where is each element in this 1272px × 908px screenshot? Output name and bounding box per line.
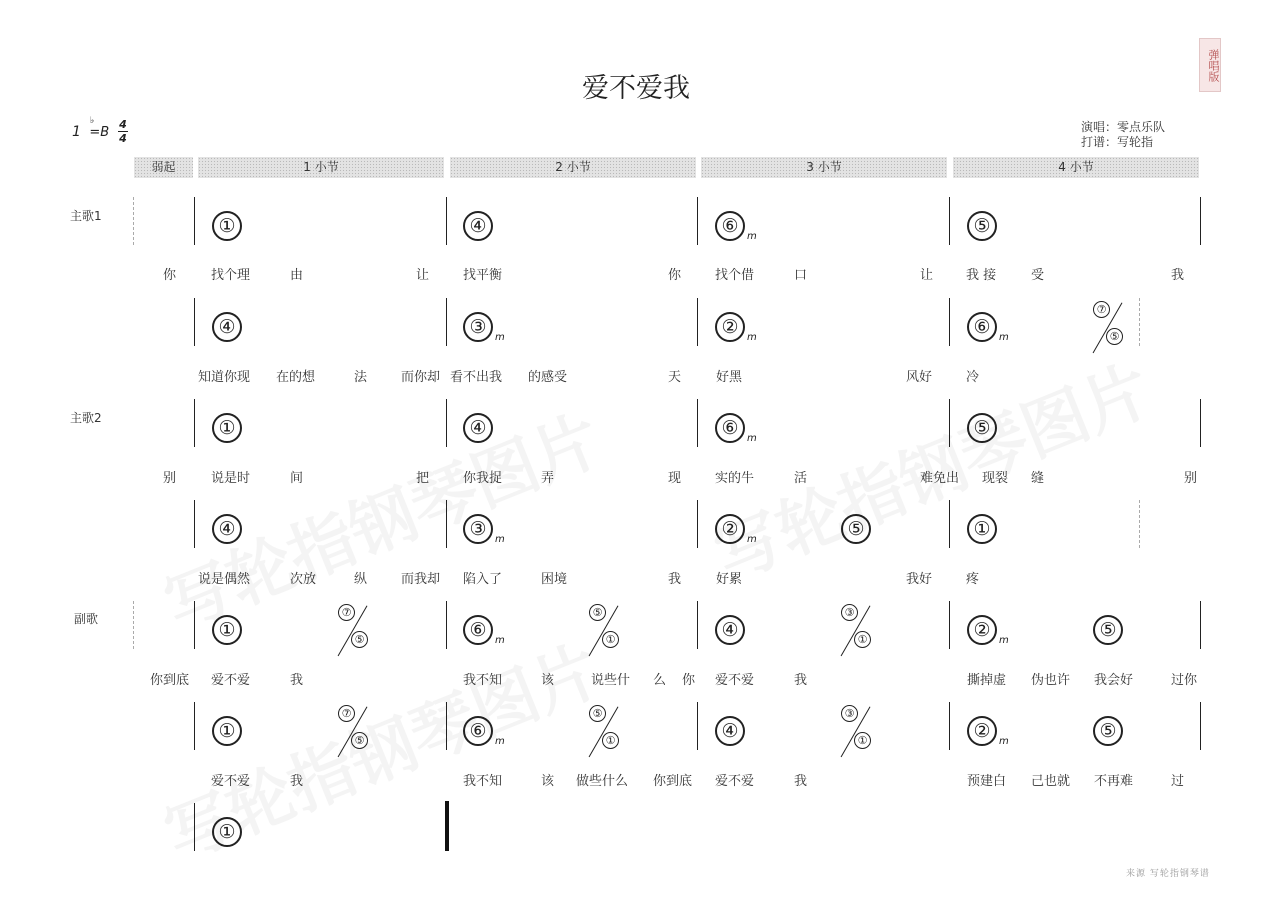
- lyric: 不再难: [1094, 774, 1134, 789]
- slash-chord-bass: ⑤: [1106, 328, 1123, 345]
- edition-stamp: 弹唱版: [1199, 38, 1221, 92]
- chord-3: ③: [463, 312, 493, 342]
- lyric: 爱不爱: [211, 774, 251, 789]
- header-pickup: 弱起: [134, 157, 193, 178]
- lyric: 我: [290, 774, 304, 789]
- lyric: 我: [290, 673, 304, 688]
- lyric: 在的想: [276, 370, 316, 385]
- lyric: 我: [794, 673, 808, 688]
- barline: [1200, 601, 1201, 649]
- slash-chord-upper: ⑦: [1093, 301, 1110, 318]
- lyric: 而你却: [401, 370, 441, 385]
- slash-chord-upper: ⑤: [589, 604, 606, 621]
- lyric: 撕掉虚: [967, 673, 1007, 688]
- lyric: 找个借: [715, 268, 755, 283]
- slash-chord-upper: ③: [841, 705, 858, 722]
- lyric: 说是偶然: [198, 572, 251, 587]
- barline: [697, 399, 698, 447]
- lyric: 己也就: [1031, 774, 1071, 789]
- slash-chord-bass: ①: [854, 732, 871, 749]
- chord-6: ⑥: [967, 312, 997, 342]
- key-equals: =B: [89, 125, 110, 140]
- chord-minor-mark: m: [747, 534, 757, 545]
- slash-chord-3-over-1: [841, 705, 871, 757]
- section-chorus: 副歌: [74, 612, 99, 626]
- lyric: 法: [354, 370, 368, 385]
- lyric: 现裂: [982, 471, 1009, 486]
- section-verse-2: 主歌2: [70, 411, 102, 425]
- lyric: 的感受: [528, 370, 568, 385]
- barline: [697, 197, 698, 245]
- header-measure-1: 1 小节: [198, 157, 444, 178]
- chord-1: ①: [212, 615, 242, 645]
- lyric: 我: [1171, 268, 1185, 283]
- chord-minor-mark: m: [495, 635, 505, 646]
- chord-4: ④: [212, 312, 242, 342]
- lyric: 由: [290, 268, 304, 283]
- page-title: 爱不爱我: [582, 73, 690, 104]
- lyric: 好黑: [716, 370, 743, 385]
- barline: [949, 298, 950, 346]
- barline: [697, 298, 698, 346]
- lyric: 我: [794, 774, 808, 789]
- chord-4: ④: [463, 413, 493, 443]
- chord-2: ②: [967, 615, 997, 645]
- barline: [1200, 399, 1201, 447]
- chord-6: ⑥: [715, 413, 745, 443]
- lyric: 该: [541, 673, 555, 688]
- slash-chord-bass: ①: [602, 732, 619, 749]
- measure-end-divider: [1139, 298, 1140, 346]
- pickup-divider: [133, 197, 134, 245]
- lyric: 让: [416, 268, 430, 283]
- chord-minor-mark: m: [747, 332, 757, 343]
- chord-4: ④: [715, 615, 745, 645]
- lyric: 口: [794, 268, 808, 283]
- chord-minor-mark: m: [495, 534, 505, 545]
- chord-6: ⑥: [715, 211, 745, 241]
- barline: [1200, 702, 1201, 750]
- lyric: 爱不爱: [715, 673, 755, 688]
- barline: [446, 197, 447, 245]
- barline: [949, 601, 950, 649]
- lyric: 实的牛: [715, 471, 755, 486]
- slash-chord-7-over-5: [338, 604, 368, 656]
- lyric: 过: [1171, 774, 1185, 789]
- slash-chord-bass: ①: [854, 631, 871, 648]
- lyric: 纵: [354, 572, 368, 587]
- lyric: 你: [668, 268, 682, 283]
- chord-4: ④: [212, 514, 242, 544]
- arranger-credit: 打谱：写轮指: [1081, 135, 1154, 149]
- header-measure-2: 2 小节: [450, 157, 696, 178]
- chord-5: ⑤: [967, 413, 997, 443]
- lyric: 天: [668, 370, 682, 385]
- chord-5: ⑤: [1093, 615, 1123, 645]
- lyric: 做些什么: [576, 774, 629, 789]
- slash-chord-5-over-1: [589, 604, 619, 656]
- slash-chord-bass: ⑤: [351, 631, 368, 648]
- chord-minor-mark: m: [747, 231, 757, 242]
- barline: [194, 702, 195, 750]
- lyric: 说些什: [591, 673, 631, 688]
- chord-4: ④: [463, 211, 493, 241]
- lyric: 困境: [541, 572, 568, 587]
- lyric: 么: [653, 673, 667, 688]
- lyric: 我好: [906, 572, 933, 587]
- lyric: 次放: [290, 572, 317, 587]
- lyric: 伪也许: [1031, 673, 1071, 688]
- lyric: 过你: [1171, 673, 1198, 688]
- lyric: 你到底: [150, 673, 190, 688]
- lyric: 我 接: [966, 268, 997, 283]
- chord-2: ②: [715, 312, 745, 342]
- lyric: 找个理: [211, 268, 251, 283]
- pickup-divider: [133, 601, 134, 649]
- chord-minor-mark: m: [999, 332, 1009, 343]
- singer-credit: 演唱：零点乐队: [1081, 120, 1166, 134]
- barline: [949, 702, 950, 750]
- slash-chord-upper: ⑦: [338, 604, 355, 621]
- slash-chord-upper: ③: [841, 604, 858, 621]
- lyric: 你我捉: [463, 471, 503, 486]
- measure-end-divider: [1139, 500, 1140, 548]
- chord-2: ②: [967, 716, 997, 746]
- chord-1: ①: [212, 211, 242, 241]
- lyric: 活: [794, 471, 808, 486]
- lyric: 我: [668, 572, 682, 587]
- lyric: 你到底: [653, 774, 693, 789]
- lyric: 冷: [966, 370, 980, 385]
- barline: [697, 500, 698, 548]
- chord-minor-mark: m: [747, 433, 757, 444]
- section-verse-1: 主歌1: [70, 209, 102, 223]
- chord-5: ⑤: [841, 514, 871, 544]
- barline: [949, 197, 950, 245]
- chord-minor-mark: m: [495, 736, 505, 747]
- lyric: 间: [290, 471, 304, 486]
- lyric: 知道你现: [198, 370, 251, 385]
- chord-4: ④: [715, 716, 745, 746]
- lyric: 把: [416, 471, 430, 486]
- lyric: 爱不爱: [211, 673, 251, 688]
- lyric: 你: [682, 673, 696, 688]
- lyric: 风好: [906, 370, 933, 385]
- barline: [1200, 197, 1201, 245]
- slash-chord-3-over-1: [841, 604, 871, 656]
- lyric: 难免出: [920, 471, 960, 486]
- lyric: 疼: [966, 572, 980, 587]
- lyric: 找平衡: [463, 268, 503, 283]
- chord-2: ②: [715, 514, 745, 544]
- lyric: 现: [668, 471, 682, 486]
- chord-1: ①: [212, 817, 242, 847]
- chord-5: ⑤: [1093, 716, 1123, 746]
- lyric: 让: [920, 268, 934, 283]
- time-top: 4: [119, 118, 127, 131]
- lyric: 好累: [716, 572, 743, 587]
- time-signature: [118, 118, 128, 145]
- chord-1: ①: [967, 514, 997, 544]
- header-measure-3: 3 小节: [701, 157, 947, 178]
- lyric: 别: [1184, 471, 1198, 486]
- barline: [446, 298, 447, 346]
- lyric: 而我却: [401, 572, 441, 587]
- barline: [194, 298, 195, 346]
- chord-minor-mark: m: [999, 635, 1009, 646]
- header-measure-4: 4 小节: [953, 157, 1199, 178]
- chord-5: ⑤: [967, 211, 997, 241]
- slash-chord-upper: ⑦: [338, 705, 355, 722]
- key-signature: [72, 116, 110, 140]
- chord-minor-mark: m: [999, 736, 1009, 747]
- lyric: 该: [541, 774, 555, 789]
- footer-source: 来源 写轮指钢琴谱: [1126, 869, 1210, 879]
- slash-chord-bass: ⑤: [351, 732, 368, 749]
- lyric: 弄: [541, 471, 555, 486]
- chord-3: ③: [463, 514, 493, 544]
- lyric: 看不出我: [450, 370, 503, 385]
- slash-chord-bass: ①: [602, 631, 619, 648]
- barline: [194, 197, 195, 245]
- lyric: 陷入了: [463, 572, 503, 587]
- lyric: 受: [1031, 268, 1045, 283]
- barline: [697, 702, 698, 750]
- watermark: [149, 617, 613, 878]
- slash-chord-upper: ⑤: [589, 705, 606, 722]
- key-flat: ♭: [90, 116, 95, 126]
- lyric: 我会好: [1094, 673, 1134, 688]
- lyric: 我不知: [463, 673, 503, 688]
- lyric: 说是时: [211, 471, 251, 486]
- lyric: 我不知: [463, 774, 503, 789]
- barline: [697, 601, 698, 649]
- key-tonic: 1: [72, 124, 81, 140]
- chord-1: ①: [212, 413, 242, 443]
- lyric: 缝: [1031, 471, 1045, 486]
- final-barline: [445, 801, 449, 851]
- chord-minor-mark: m: [495, 332, 505, 343]
- time-bottom: 4: [119, 132, 127, 145]
- lyric: 爱不爱: [715, 774, 755, 789]
- chord-6: ⑥: [463, 615, 493, 645]
- barline: [446, 601, 447, 649]
- chord-1: ①: [212, 716, 242, 746]
- chord-6: ⑥: [463, 716, 493, 746]
- lyric: 你: [163, 268, 177, 283]
- barline: [194, 399, 195, 447]
- lyric: 预建白: [967, 774, 1007, 789]
- lyric: 别: [163, 471, 177, 486]
